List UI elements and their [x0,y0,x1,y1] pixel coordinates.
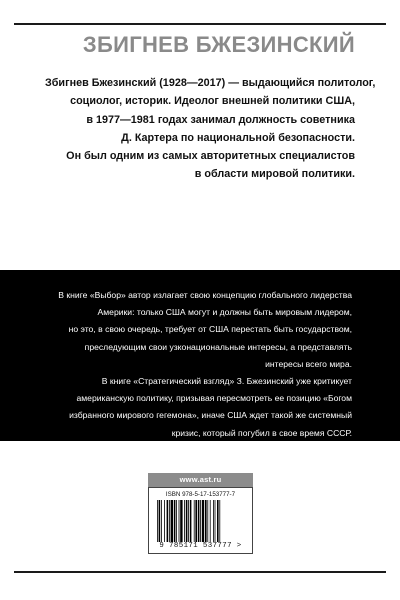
author-bio [45,74,376,184]
description-line: американскую политику, призывая пересмотреть ее позицию «Богом [76,393,352,404]
barcode-icon [157,500,245,542]
author-name: ЗБИГНЕВ БЖЕЗИНСКИЙ [82,32,355,57]
bio-line: Д. Картера по национальной безопасности. [121,131,355,144]
book-description [22,287,352,442]
bio-line: социолог, историк. Идеолог внешней политики США, [70,95,355,108]
bio-line: в 1977—1981 годах занимал должность советника [86,113,355,126]
barcode-digits: 9 785171 537777 > [159,542,242,550]
description-line: В книге «Выбор» автор излагает свою концепцию глобального лидерства [58,290,352,300]
description-line: Америки: только США могут и должны быть мировым лидером, [97,307,352,318]
description-line: интересы всего мира. [265,358,352,369]
description-line: преследующим свои узконациональные интересы, а представлять [84,341,352,352]
bio-line: Он был одним из самых авторитетных специалистов [66,150,355,163]
isbn-label: ISBN 978-5-17-153777-7 [165,491,236,498]
description-line: избранного мирового гегемона», иначе США ждет такой же системный [69,410,352,421]
description-line: В книге «Стратегический взгляд» З. Бжезинский уже критикует [101,376,352,387]
website-label: www.ast.ru [148,473,253,487]
bio-line: Збигнев Бжезинский (1928—2017) — выдающийся политолог, [45,77,376,89]
bio-line: в области мировой политики. [194,168,355,181]
barcode-block [148,487,253,554]
description-line: но это, в свою очередь, требует от США перестать быть государством, [68,324,352,335]
top-rule [14,23,386,25]
bottom-rule [14,571,386,573]
description-line: кризис, который погубил в свое время СССР. [171,427,352,438]
